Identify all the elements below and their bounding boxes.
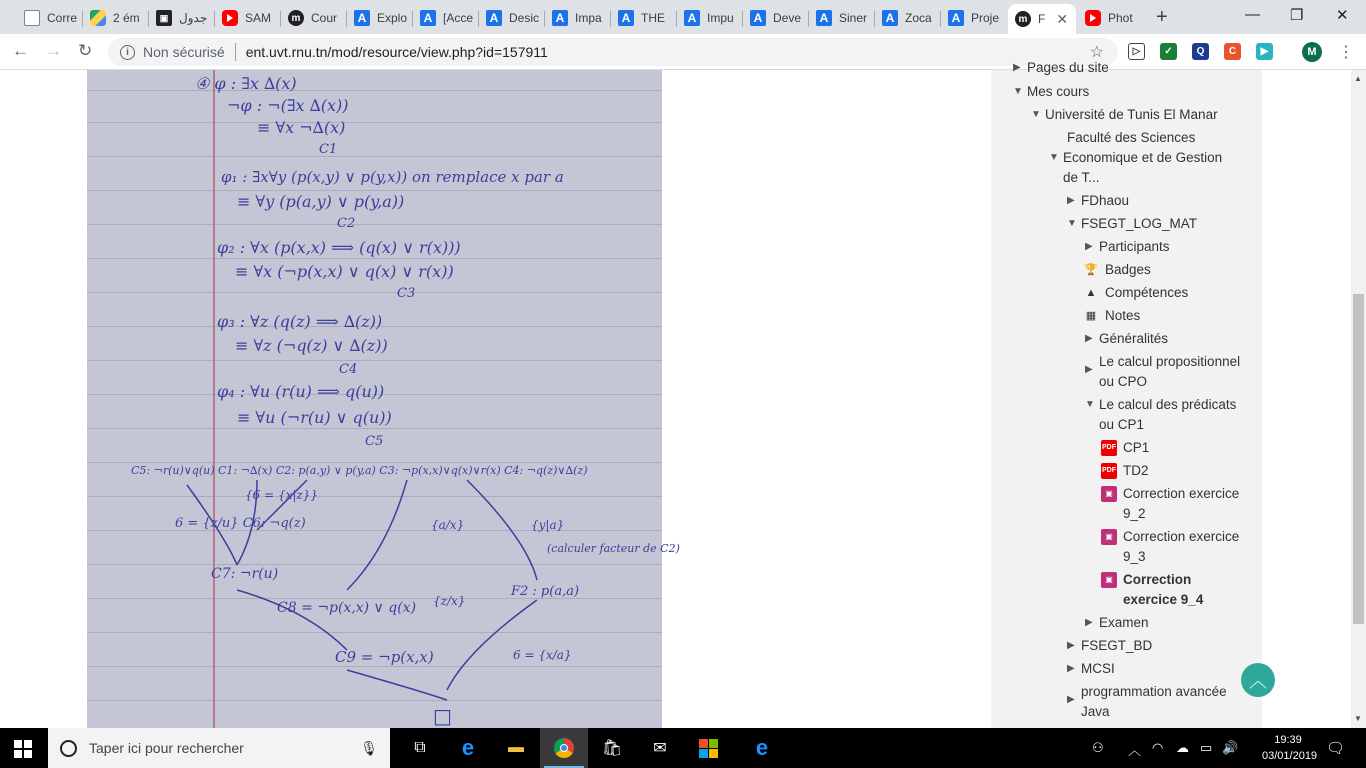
forward-icon[interactable]: →: [45, 41, 62, 60]
browser-tab[interactable]: A [Acce: [413, 4, 479, 32]
browser-tab[interactable]: SAM: [215, 4, 281, 32]
nav-item-mes-cours[interactable]: ▼ Mes cours: [1013, 82, 1089, 102]
nav-item-fsegt-bd[interactable]: ▶ FSEGT_BD: [1067, 636, 1152, 656]
handwritten-line: φ₁ : ∃x∀y (p(x,y) ∨ p(y,x)) on remplace x par a: [221, 168, 564, 186]
windows-taskbar: [0, 728, 1366, 768]
handwritten-line: φ₃ : ∀z (q(z) ⟹ ∆(z)): [217, 312, 383, 331]
scroll-down-arrow-icon[interactable]: ▼: [1354, 714, 1362, 723]
browser-tab[interactable]: 2 ém: [83, 4, 149, 32]
task-view-icon[interactable]: ⧉: [414, 739, 426, 756]
browser-toolbar: [0, 34, 1366, 70]
back-icon[interactable]: ←: [12, 41, 29, 60]
nav-item-calcul-propositionnel[interactable]: ▶ Le calcul propositionnel ou CPO: [1085, 354, 1241, 389]
extension-icon[interactable]: ▷: [1128, 43, 1145, 60]
handwritten-line: ≡ ∀u (¬r(u) ∨ q(u)): [237, 408, 392, 427]
system-clock[interactable]: [1262, 732, 1318, 764]
nav-item-faculte: Faculté des Sciences: [1067, 130, 1196, 145]
browser-tab[interactable]: A Explo: [347, 4, 413, 32]
address-bar[interactable]: [108, 38, 1118, 66]
network-icon[interactable]: ◠: [1152, 740, 1164, 755]
a-site-icon: A: [882, 10, 898, 26]
extension-c-icon[interactable]: C: [1224, 43, 1241, 60]
chevron-right-icon: ▶: [1067, 694, 1075, 705]
nav-item-pages-du-site[interactable]: ▶ Pages du site: [1013, 58, 1109, 78]
browser-tab[interactable]: A Siner: [809, 4, 875, 32]
page-content: [0, 60, 1366, 728]
nav-item-td2[interactable]: PDF TD2: [1102, 463, 1149, 478]
taskbar-search-box[interactable]: [48, 728, 390, 768]
nav-item-programmation-java[interactable]: ▶ programmation avancée Java: [1067, 684, 1227, 719]
chevron-up-icon[interactable]: ︿: [1128, 743, 1142, 758]
browser-tab[interactable]: m Cour: [281, 4, 347, 32]
a-site-icon: A: [750, 10, 766, 26]
handwritten-line: ④ φ : ∃x ∆(x): [195, 74, 297, 93]
handwritten-line: φ₂ : ∀x (p(x,x) ⟹ (q(x) ∨ r(x))): [217, 238, 461, 257]
edge-icon[interactable]: e: [755, 735, 769, 760]
volume-icon[interactable]: 🔊: [1222, 740, 1239, 755]
nav-item-calcul-predicats[interactable]: ▼ Le calcul des prédicats ou CP1: [1085, 397, 1237, 432]
document-icon: [24, 10, 40, 26]
internet-explorer-icon[interactable]: e: [461, 735, 475, 760]
tab-strip: [0, 0, 1366, 34]
chevron-down-icon: ▼: [1085, 399, 1095, 410]
nav-item-participants[interactable]: ▶ Participants: [1085, 237, 1170, 257]
close-tab-icon[interactable]: ✕: [1056, 10, 1069, 27]
grid-icon: ▦: [1085, 310, 1097, 322]
browser-tab[interactable]: A Impu: [677, 4, 743, 32]
restore-button[interactable]: ❐: [1290, 7, 1304, 24]
taskbar-search-placeholder: Taper ici pour rechercher: [89, 740, 244, 756]
browser-tab[interactable]: Corre: [17, 4, 83, 32]
nav-item-economique[interactable]: ▼ Economique et de Gestion de T...: [1049, 150, 1223, 185]
chevron-right-icon: ▶: [1067, 195, 1075, 206]
chevron-right-icon: ▶: [1085, 364, 1093, 375]
chevron-right-icon: ▶: [1067, 663, 1075, 674]
scroll-up-arrow-icon[interactable]: ▲: [1354, 74, 1362, 83]
youtube-icon: [1085, 10, 1101, 26]
chevron-right-icon: ▶: [1085, 617, 1093, 628]
competence-icon: ▲: [1085, 287, 1097, 299]
nav-item-correction-9-3[interactable]: ▣ Correction exercice 9_3: [1101, 527, 1251, 567]
people-icon[interactable]: ⚇: [1092, 740, 1104, 755]
nav-item-badges[interactable]: 🏆 Badges: [1084, 262, 1151, 277]
chevron-up-icon: ︿: [1249, 671, 1267, 691]
nav-item-fdhaou[interactable]: ▶ FDhaou: [1067, 191, 1129, 211]
browser-tab[interactable]: A Desic: [479, 4, 545, 32]
chevron-down-icon: ▼: [1067, 218, 1077, 229]
nav-item-examen[interactable]: ▶ Examen: [1085, 613, 1149, 633]
handwritten-line: C1: [319, 142, 338, 157]
chevron-right-icon: ▶: [1067, 640, 1075, 651]
page-scrollbar[interactable]: [1351, 70, 1366, 728]
microphone-icon[interactable]: 🎙: [360, 739, 378, 756]
bookmark-star-icon[interactable]: ☆: [1089, 44, 1104, 61]
browser-tab-active[interactable]: m F ✕: [1008, 4, 1076, 34]
handwritten-line: ≡ ∀x ¬∆(x): [257, 118, 346, 137]
browser-tab[interactable]: ▣ جدول: [149, 4, 215, 32]
handwritten-line: C5: ¬r(u)∨q(u) C1: ¬∆(x) C2: p(a,y) ∨ p(y,a) C3: ¬p(x,x)∨q(x)∨r(x) C4: ¬q(z)∨∆(z): [131, 464, 588, 477]
office-icon[interactable]: [684, 728, 732, 768]
handwritten-line: φ₄ : ∀u (r(u) ⟹ q(u)): [217, 382, 385, 401]
nav-item-cp1[interactable]: PDF CP1: [1102, 440, 1150, 455]
a-site-icon: A: [684, 10, 700, 26]
handwritten-line: ≡ ∀y (p(a,y) ∨ p(y,a)): [237, 192, 405, 211]
handwritten-line: C9 = ¬p(x,x): [335, 648, 434, 666]
handwritten-notes-image: [87, 70, 680, 728]
url-text[interactable]: ent.uvt.rnu.tn/mod/resource/view.php?id=157911: [245, 44, 548, 60]
resolution-tree-lines: [87, 70, 662, 728]
handwritten-line: {y|a}: [531, 518, 565, 532]
a-site-icon: A: [354, 10, 370, 26]
browser-tab[interactable]: A Deve: [743, 4, 809, 32]
mail-icon[interactable]: ✉: [653, 740, 667, 757]
a-site-icon: A: [618, 10, 634, 26]
info-icon[interactable]: i: [120, 45, 135, 60]
a-site-icon: A: [420, 10, 436, 26]
minimize-button[interactable]: —: [1245, 6, 1260, 23]
image-file-icon: ▣: [1101, 486, 1117, 502]
handwritten-line: 6 = {x/a}: [513, 648, 572, 662]
security-label: Non sécurisé: [143, 44, 225, 60]
chevron-down-icon: ▼: [1031, 109, 1041, 120]
moodle-icon: m: [288, 10, 304, 26]
browser-tab[interactable]: A Impa: [545, 4, 611, 32]
handwritten-line: C5: [365, 434, 384, 449]
checkmark-extension-icon[interactable]: ✓: [1160, 43, 1177, 60]
store-icon[interactable]: 🛍: [601, 740, 623, 757]
cortana-icon: [60, 740, 77, 757]
chevron-right-icon: ▶: [1085, 241, 1093, 252]
nav-item-fsegt-log-mat[interactable]: ▼ FSEGT_LOG_MAT: [1067, 214, 1197, 234]
handwritten-line: {a/x}: [431, 518, 465, 532]
browser-tab[interactable]: A THE: [611, 4, 677, 32]
video-extension-icon[interactable]: ▶: [1256, 43, 1273, 60]
chevron-right-icon: ▶: [1013, 62, 1021, 73]
youtube-icon: [222, 10, 238, 26]
handwritten-line: ≡ ∀x (¬p(x,x) ∨ q(x) ∨ r(x)): [235, 262, 454, 281]
file-explorer-icon[interactable]: ▬: [508, 739, 524, 756]
chevron-right-icon: ▶: [1085, 333, 1093, 344]
new-tab-button[interactable]: +: [1156, 6, 1168, 28]
browser-tab[interactable]: A Zoca: [875, 4, 941, 32]
windows-start-icon[interactable]: [14, 740, 32, 758]
close-window-button[interactable]: ✕: [1336, 7, 1349, 24]
a-site-icon: A: [816, 10, 832, 26]
handwritten-line: {z/x}: [433, 594, 466, 608]
browser-tab[interactable]: A Proje: [941, 4, 1007, 32]
handwritten-line: F2 : p(a,a): [511, 584, 580, 599]
profile-avatar[interactable]: M: [1302, 42, 1322, 62]
scroll-to-top-button[interactable]: [1241, 663, 1275, 697]
nav-item-correction-9-2[interactable]: ▣ Correction exercice 9_2: [1101, 484, 1251, 524]
handwritten-line: ¬φ : ¬(∃x ∆(x)): [227, 96, 349, 115]
a-site-icon: A: [486, 10, 502, 26]
handwritten-line: (calculer facteur de C2): [547, 542, 680, 555]
nav-item-correction-9-4[interactable]: ▣ Correction exercice 9_4: [1101, 570, 1211, 610]
onedrive-icon[interactable]: ☁: [1176, 740, 1189, 755]
handwritten-line: {6 = {x|z}}: [245, 488, 318, 502]
clock-time: 19:39: [1274, 734, 1302, 746]
image-file-icon: ▣: [1101, 529, 1117, 545]
search-extension-icon[interactable]: Q: [1192, 43, 1209, 60]
scrollbar-thumb[interactable]: [1353, 294, 1364, 624]
trophy-icon: 🏆: [1084, 264, 1098, 276]
nav-item-generalites[interactable]: ▶ Généralités: [1085, 329, 1168, 349]
battery-icon[interactable]: ▭: [1200, 740, 1213, 755]
navigation-sidebar: [991, 60, 1262, 728]
handwritten-line: C4: [339, 362, 358, 377]
handwritten-line: ≡ ∀z (¬q(z) ∨ ∆(z)): [235, 336, 388, 355]
handwritten-line: 6 = {z/u} C6: ¬q(z): [175, 516, 306, 531]
pdf-icon: PDF: [1101, 463, 1117, 479]
image-file-icon: ▣: [1101, 572, 1117, 588]
site-icon: ▣: [156, 10, 172, 26]
google-drive-icon: [90, 10, 106, 26]
nav-item-competences[interactable]: ▲ Compétences: [1083, 283, 1188, 303]
handwritten-line: C3: [397, 286, 416, 301]
moodle-icon: m: [1015, 11, 1031, 27]
nav-item-universite[interactable]: ▼ Université de Tunis El Manar: [1031, 105, 1218, 125]
reload-icon[interactable]: ↻: [78, 41, 93, 60]
menu-kebab-icon[interactable]: ⋮: [1338, 44, 1354, 61]
chevron-down-icon: ▼: [1013, 86, 1023, 97]
handwritten-line: C2: [337, 216, 356, 231]
a-site-icon: A: [948, 10, 964, 26]
notifications-icon[interactable]: 🗨: [1326, 740, 1346, 757]
handwritten-line: C7: ¬r(u): [211, 566, 279, 582]
handwritten-line: C8 = ¬p(x,x) ∨ q(x): [277, 600, 417, 616]
clock-date: 03/01/2019: [1262, 750, 1318, 762]
nav-item-mcsi[interactable]: ▶ MCSI: [1067, 659, 1115, 679]
a-site-icon: A: [552, 10, 568, 26]
pdf-icon: PDF: [1101, 440, 1117, 456]
browser-tab[interactable]: Phot: [1078, 4, 1144, 32]
chevron-down-icon: ▼: [1049, 152, 1059, 163]
handwritten-line: □: [433, 704, 452, 728]
nav-item-notes[interactable]: ▦ Notes: [1083, 306, 1140, 326]
chrome-taskbar-icon[interactable]: [540, 728, 588, 768]
